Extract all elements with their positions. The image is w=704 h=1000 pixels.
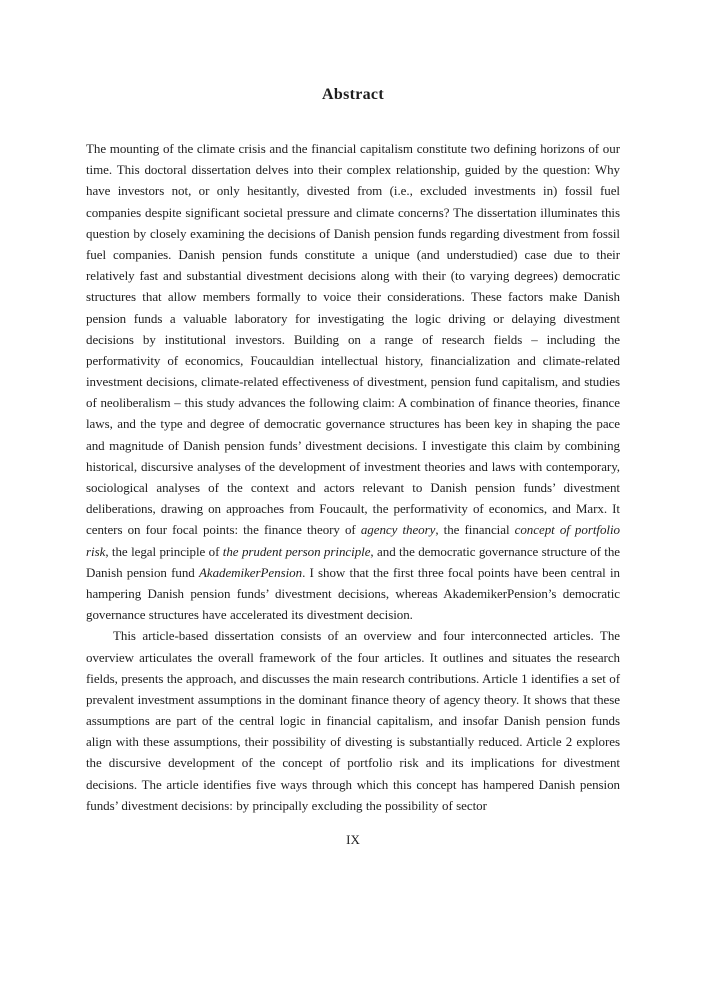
abstract-paragraph-1: The mounting of the climate crisis and the financial capitalism constitute two defining horizons of our time. This doctoral dissertation delves into their complex relationship, guided by the question: Why have investors not, or only hesitantly, divested from (i.e., excluded investments in) fossil fuel companies despite significant societal pressure and climate concerns? The dissertation illuminates this question by closely examining the decisions of Danish pension funds regarding divestment from fossil fuel companies. Danish pension funds constitute a unique (and understudied) case due to their relatively fast and substantial divestment decisions along with their (to varying degrees) democratic structures that allow members formally to voice their considerations. These factors make Danish pension funds a valuable laboratory for investigating the logic driving or delaying divestment decisions by institutional investors. Building on a range of research fields – including the performativity of economics, Foucauldian intellectual history, financialization and climate-related investment decisions, climate-related effectiveness of divestment, pension fund capitalism, and studies of neoliberalism – this study advances the following claim: A combination of finance theories, finance laws, and the type and degree of democratic governance structures has been key in shaping the pace and magnitude of Danish pension funds’ divestment decisions. I investigate this claim by combining historical, discursive analyses of the development of investment theories and laws with contemporary, sociological analyses of the context and actors relevant to Danish pension funds’ divestment deliberations, drawing on approaches from Foucault, the performativity of economics, and Marx. It centers on four focal points: the finance theory of agency theory, the financial concept of portfolio risk, the legal principle of the prudent person principle, and the democratic governance structure of the Danish pension fund AkademikerPension. I show that the first three focal points have been central in hampering Danish pension funds’ divestment decisions, whereas AkademikerPension’s democratic governance structures have accelerated its divestment decision. [86, 141, 620, 623]
abstract-paragraph-2: This article-based dissertation consists of an overview and four interconnected articles. The overview articulates the overall framework of the four articles. It outlines and situates the research fields, presents the approach, and discusses the main research contributions. Article 1 identifies a set of prevalent investment assumptions in the dominant finance theory of agency theory. It shows that these assumptions are part of the central logic in financial capitalism, and insofar Danish pension funds align with these assumptions, their possibility of divesting is substantially reduced. Article 2 explores the discursive development of the concept of portfolio risk and its implications for divestment decisions. The article identifies five ways through which this concept has hampered Danish pension funds’ divestment decisions: by principally excluding the possibility of sector [86, 628, 620, 813]
page-number: IX [346, 832, 360, 847]
abstract-heading: Abstract [322, 86, 384, 103]
